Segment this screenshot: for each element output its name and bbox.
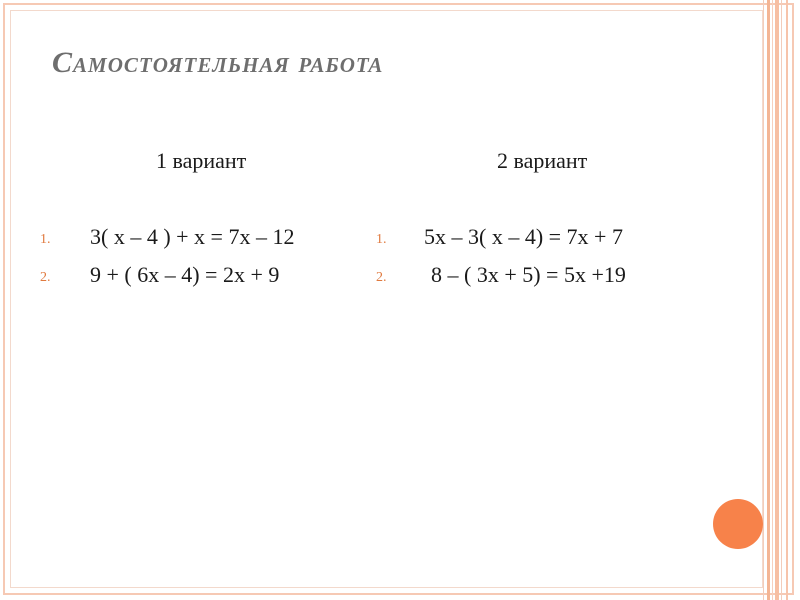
slide-title: Самостоятельная работа	[52, 46, 384, 79]
decor-circle	[713, 499, 763, 549]
decor-stripe	[786, 0, 788, 600]
variant-1-title: 1 вариант	[156, 148, 247, 173]
decor-stripe	[781, 0, 782, 600]
decor-stripe	[767, 0, 770, 600]
list-number: 2.	[40, 270, 51, 285]
decor-stripe	[763, 0, 764, 600]
decor-stripe	[775, 0, 779, 600]
slide-inner-frame	[10, 10, 763, 588]
equation: 8 – ( 3х + 5) = 5х +19	[431, 262, 626, 287]
list-number: 1.	[376, 232, 387, 247]
decor-stripe	[772, 0, 773, 600]
equation: 9 + ( 6х – 4) = 2х + 9	[90, 262, 280, 287]
equation: 3( х – 4 ) + х = 7х – 12	[90, 224, 295, 249]
equation: 5х – 3( х – 4) = 7х + 7	[424, 224, 623, 249]
list-number: 1.	[40, 232, 51, 247]
variant-2-title: 2 вариант	[497, 148, 588, 173]
list-number: 2.	[376, 270, 387, 285]
